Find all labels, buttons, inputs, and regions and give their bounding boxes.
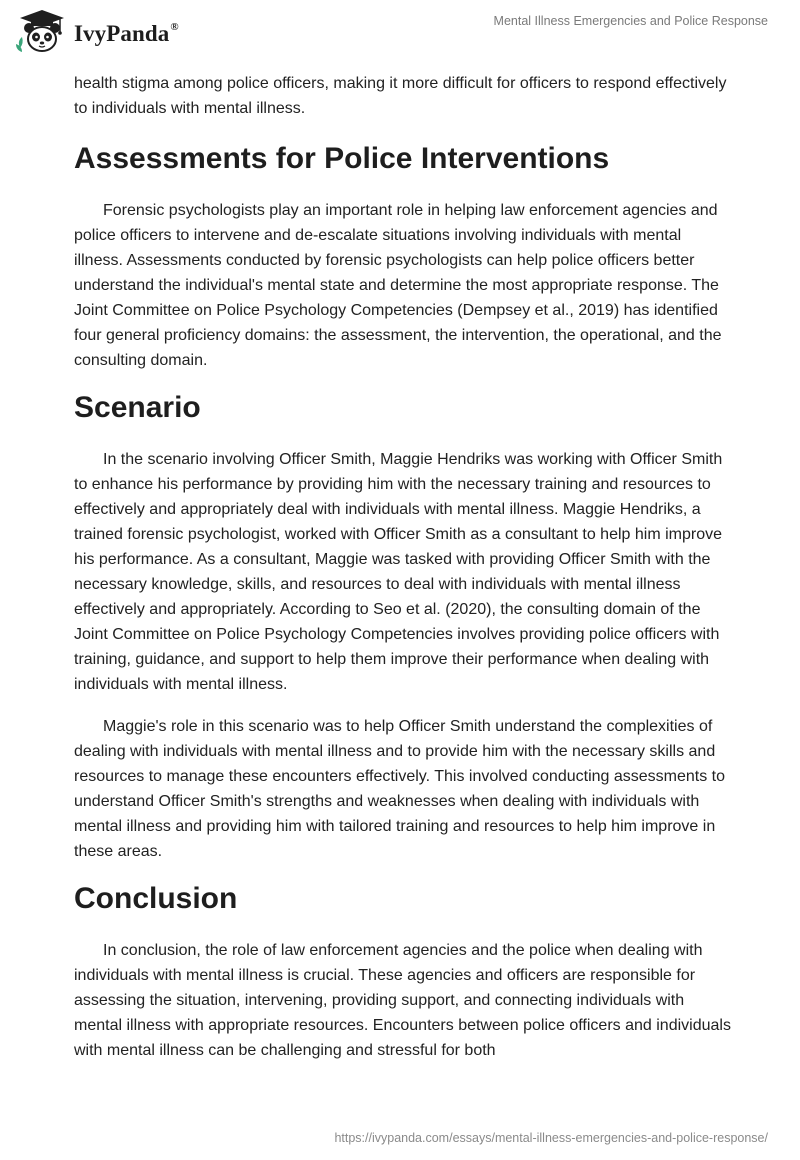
paragraph: In the scenario involving Officer Smith, Maggie Hendriks was working with Officer Smith to enhance his performance by providing him with the necessary training and resources to effectively and appropriately deal with individuals with mental illness. Maggie Hendriks, a trained forensic psychologist, worked with Officer Smith as a consultant to help him improve his performance. As a consultant, Maggie was tasked with providing Officer Smith with the necessary knowledge, skills, and resources to deal with individuals with mental illness effectively and appropriately. According to Seo et al. (2020), the consulting domain of the Joint Committee on Police Psychology Competencies involves providing police officers with training, guidance, and support to help them improve their performance when dealing with individuals with mental illness. bbox=[74, 451, 723, 693]
paragraph: Maggie's role in this scenario was to help Officer Smith understand the complexities of dealing with individuals with mental illness and to provide him with the necessary skills and resources to manage these encounters effectively. This involved conducting assessments to understand Officer Smith's strengths and weaknesses when dealing with individuals with mental illness and providing him with tailored training and resources to help him improve in these areas. bbox=[74, 718, 726, 860]
section-heading-scenario: Scenario bbox=[74, 391, 201, 424]
page-header bbox=[0, 0, 800, 64]
section-heading-conclusion: Conclusion bbox=[74, 882, 238, 915]
ivypanda-logo[interactable] bbox=[14, 8, 179, 56]
paragraph: In conclusion, the role of law enforcement agencies and the police when dealing with individuals with mental illness is crucial. These agencies and officers are responsible for assessing the situation, intervening, providing support, and connecting individuals with mental illness with appropriate resources. Encounters between police officers and individuals with mental illness can be challenging and stressful for both bbox=[74, 942, 731, 1059]
logo-wordmark: IvyPanda® bbox=[74, 21, 179, 46]
intro-paragraph: health stigma among police officers, making it more difficult for officers to respond effectively to individuals with mental illness. bbox=[74, 75, 727, 117]
document-title: Mental Illness Emergencies and Police Response bbox=[493, 14, 768, 28]
panda-graduate-icon bbox=[14, 8, 70, 56]
section-heading-assessments: Assessments for Police Interventions bbox=[74, 142, 610, 175]
source-url-link[interactable]: https://ivypanda.com/essays/mental-illness-emergencies-and-police-response/ bbox=[334, 1131, 768, 1145]
essay-content bbox=[74, 71, 734, 1080]
paragraph: Forensic psychologists play an important role in helping law enforcement agencies and police officers to intervene and de-escalate situations involving individuals with mental illness. Assessments conducted by forensic psychologists can help police officers better understand the individual's mental state and determine the most appropriate response. The Joint Committee on Police Psychology Competencies (Dempsey et al., 2019) has identified four general proficiency domains: the assessment, the intervention, the operational, and the consulting domain. bbox=[74, 202, 722, 369]
